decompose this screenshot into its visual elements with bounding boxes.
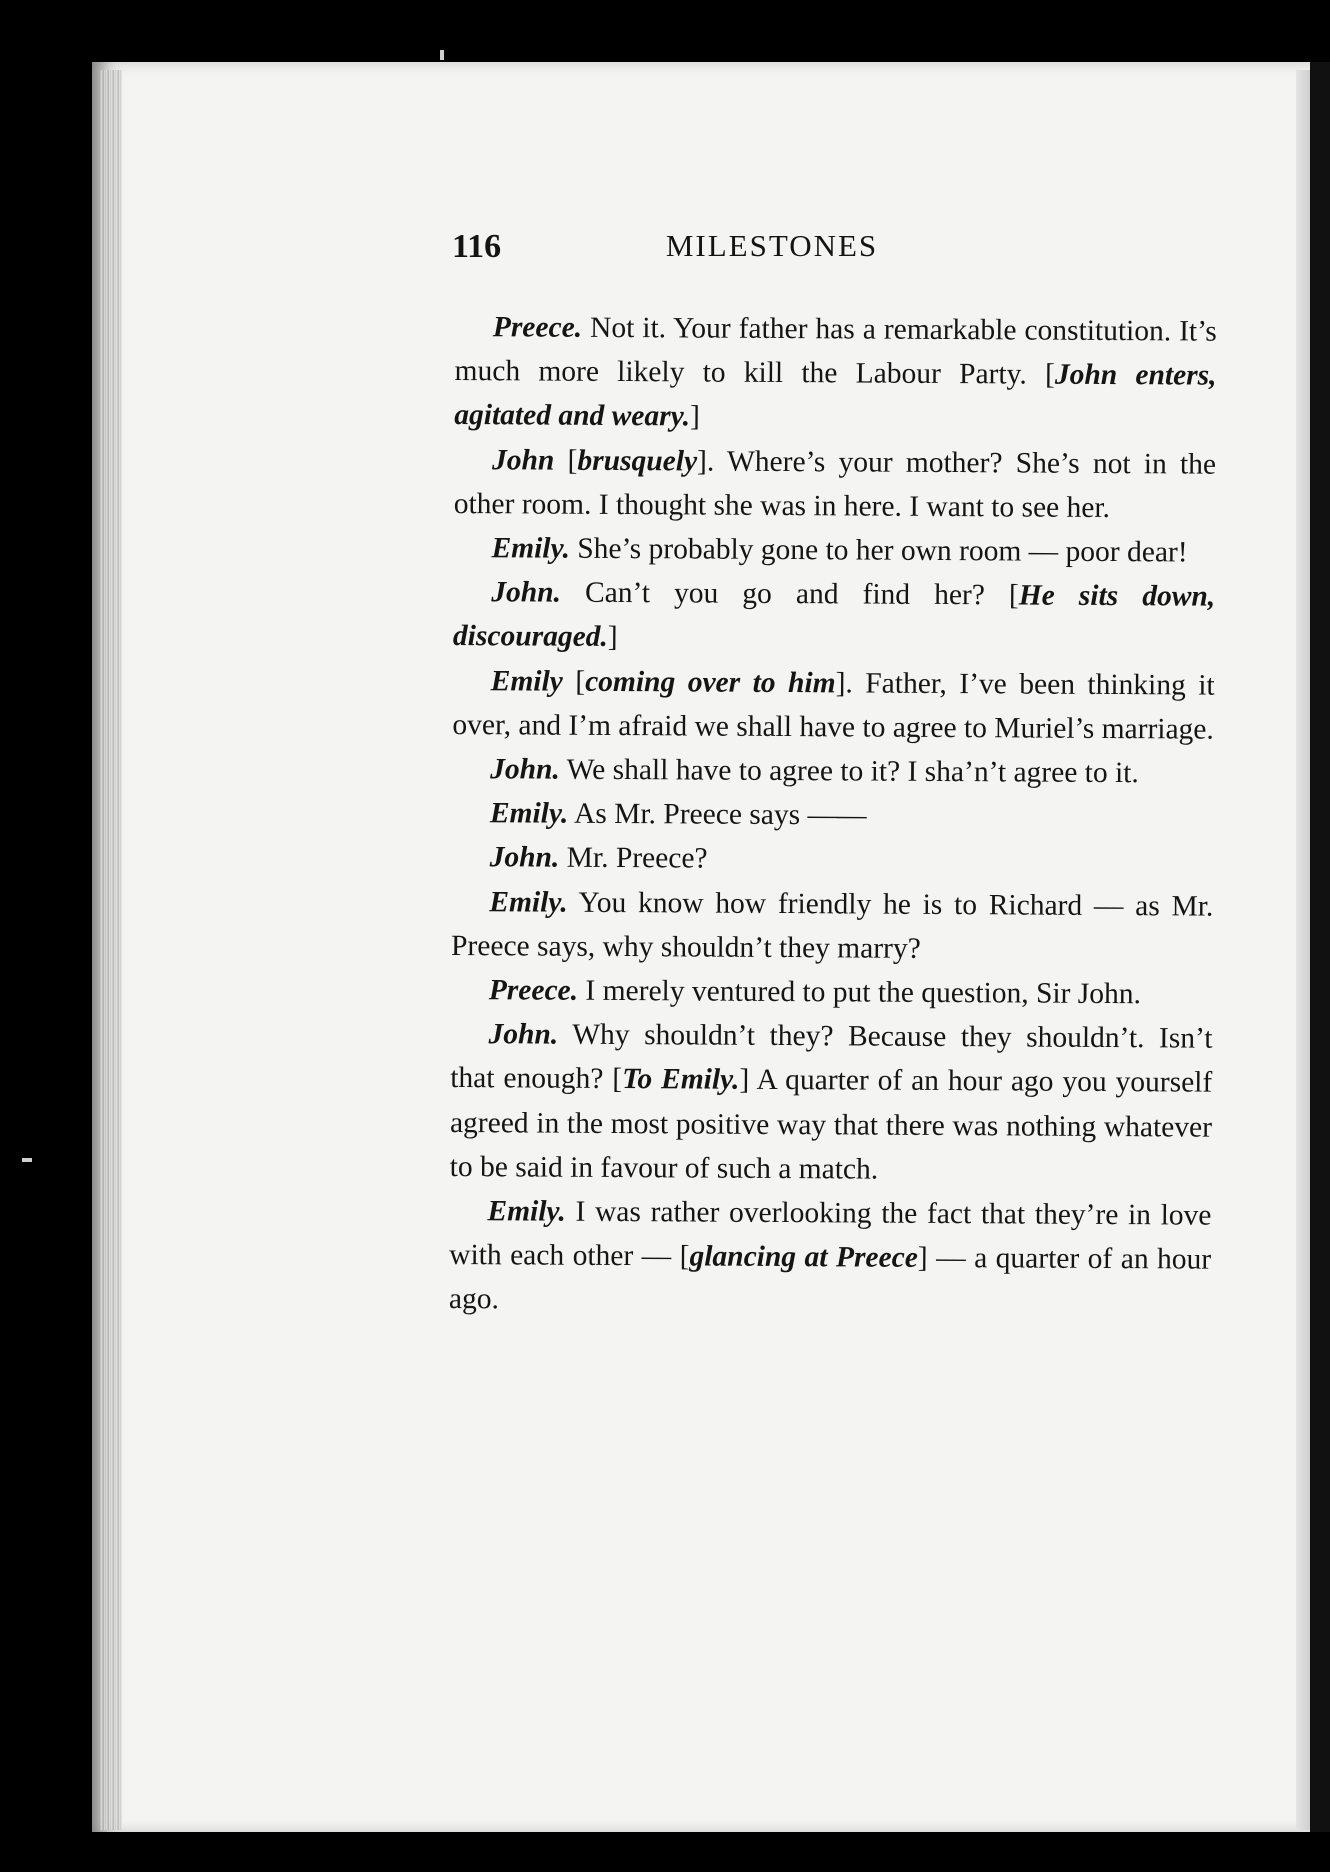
dialogue-paragraph	[454, 438, 1217, 531]
speech-text: I was rather overlooking the fact that they’re in love with each other —	[449, 1195, 1212, 1273]
stage-direction-bracket: ]	[835, 666, 846, 700]
speech-text: — a quarter of an hour ago.	[448, 1242, 1212, 1316]
dialogue-paragraph	[450, 1012, 1213, 1193]
scan-artifact	[22, 1158, 32, 1162]
stage-direction-bracket: [	[612, 1063, 623, 1096]
page-edge-stack	[100, 70, 122, 1830]
speech-text: . Where’s your mother? She’s not in the other room. I thought she was in here. I want to see her.	[453, 445, 1217, 524]
stage-direction-bracket: ]	[689, 400, 700, 433]
stage-direction: coming over to him	[585, 665, 836, 699]
speaker-name: John.	[488, 1018, 559, 1051]
stage-direction: glancing at Preece	[689, 1240, 918, 1275]
stage-direction: brusquely	[577, 444, 698, 478]
stage-direction: He sits down, discouraged.	[452, 579, 1216, 654]
speech-text: We shall have to agree to it? I sha’n’t agree to it.	[559, 753, 1139, 790]
speech-text: . Father, I’ve been thinking it over, and I’m afraid we shall have to agree to Muriel’s marriage.	[452, 667, 1215, 746]
dialogue-paragraph	[453, 570, 1216, 663]
speaker-name: Preece.	[492, 311, 583, 344]
speech-text: Mr. Preece?	[559, 842, 708, 875]
speaker-name: John.	[490, 753, 560, 786]
dialogue-paragraph	[451, 880, 1214, 973]
speaker-name: John.	[489, 841, 560, 875]
page-number: 116	[452, 228, 502, 265]
running-title: MILESTONES	[665, 228, 879, 263]
speaker-name: Emily	[490, 664, 563, 698]
stage-direction-bracket: [	[1044, 358, 1055, 391]
speech-text: I merely ventured to put the question, Sir John.	[577, 974, 1142, 1011]
stage-direction: John enters, agitated and weary.	[454, 358, 1217, 433]
speech-text: Not it. Your father has a remarkable constitution. It’s much more likely to kill the Labour Party.	[454, 311, 1217, 391]
dialogue-paragraph	[454, 305, 1217, 442]
stage-direction-bracket: ]	[607, 621, 618, 654]
speech-text	[563, 665, 576, 697]
dialogue-paragraph	[452, 791, 1214, 840]
stage-direction-bracket: [	[1008, 579, 1019, 612]
speech-text: You know how friendly he is to Richard — as Mr. Preece says, why shouldn’t they marry?	[450, 886, 1214, 965]
right-page-edge	[1296, 70, 1310, 1830]
stage-direction-bracket: ]	[739, 1064, 750, 1097]
speaker-name: Emily.	[489, 797, 569, 830]
stage-direction-bracket: [	[575, 665, 586, 698]
dialogue-paragraph	[449, 1189, 1212, 1326]
scan-artifact	[440, 50, 444, 60]
speech-text: Why shouldn’t they? Because they shouldn’t. Isn’t that enough?	[450, 1018, 1213, 1096]
speech-text: A quarter of an hour ago you yourself agreed in the most positive way that there was nothing whatever to be said in favour of such a match.	[449, 1064, 1213, 1186]
right-binding-shadow	[1310, 62, 1330, 1832]
stage-direction: To Emily.	[622, 1063, 740, 1097]
speaker-name: John	[491, 443, 555, 477]
speech-text: As Mr. Preece says ——	[568, 797, 867, 832]
dialogue-text	[449, 305, 1217, 1326]
dialogue-paragraph	[451, 968, 1213, 1017]
speaker-name: John.	[491, 576, 562, 609]
speaker-name: Emily.	[491, 532, 571, 565]
stage-direction-bracket: [	[567, 444, 578, 477]
speech-text: Can’t you go and find her?	[560, 576, 1010, 612]
dialogue-paragraph	[451, 835, 1213, 884]
speech-text	[554, 444, 567, 476]
stage-direction-bracket: ]	[697, 445, 708, 478]
speaker-name: Preece.	[488, 974, 579, 1007]
stage-direction-bracket: ]	[917, 1242, 928, 1275]
speaker-name: Emily.	[487, 1195, 566, 1228]
dialogue-paragraph	[452, 659, 1215, 752]
speaker-name: Emily.	[489, 885, 568, 919]
dialogue-paragraph	[452, 747, 1214, 796]
stage-direction-bracket: [	[679, 1240, 690, 1273]
speech-text: She’s probably gone to her own room — poor dear!	[569, 532, 1188, 569]
dialogue-paragraph	[453, 526, 1215, 575]
